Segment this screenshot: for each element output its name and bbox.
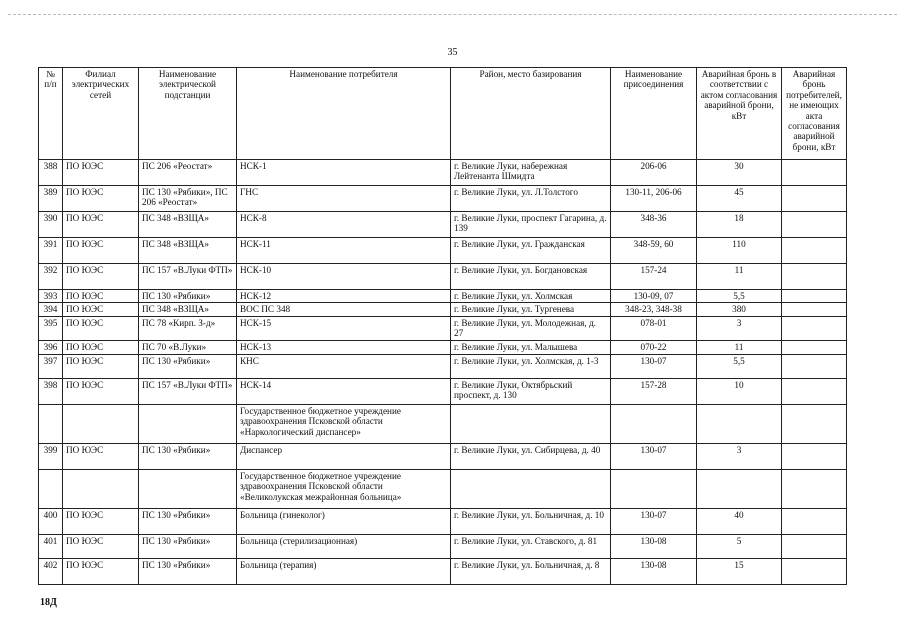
cell-reserve: 3: [697, 443, 782, 469]
cell-branch: ПО ЮЭС: [63, 443, 139, 469]
cell-consumer: НСК-1: [237, 160, 451, 186]
cell-reserve: 10: [697, 378, 782, 404]
cell-connection: 348-36: [611, 212, 697, 238]
table-row: [39, 558, 847, 584]
cell-reserve: 3: [697, 316, 782, 340]
cell-number: 397: [39, 354, 63, 378]
cell-consumer: Больница (стерилизационная): [237, 534, 451, 558]
cell-connection: 130-11, 206-06: [611, 186, 697, 212]
cell-substation: ПС 348 «ВЗЩА»: [139, 212, 237, 238]
cell-connection: 157-28: [611, 378, 697, 404]
cell-consumer: НСК-14: [237, 378, 451, 404]
cell-number: 398: [39, 378, 63, 404]
page-top-rule: [8, 14, 897, 15]
header-number: № п/п: [39, 68, 63, 160]
cell-reserve-no-act: [782, 534, 847, 558]
cell-branch: ПО ЮЭС: [63, 212, 139, 238]
cell-connection: 157-24: [611, 264, 697, 290]
cell-connection: 206-06: [611, 160, 697, 186]
cell-number: 391: [39, 238, 63, 264]
cell-reserve: 11: [697, 264, 782, 290]
cell-substation: ПС 348 «ВЗЩА»: [139, 303, 237, 316]
cell-location: [451, 469, 611, 508]
cell-branch: [63, 469, 139, 508]
table-row: [39, 378, 847, 404]
table-row: [39, 404, 847, 443]
cell-location: г. Великие Луки, ул. Тургенева: [451, 303, 611, 316]
cell-consumer: НСК-15: [237, 316, 451, 340]
cell-branch: ПО ЮЭС: [63, 238, 139, 264]
cell-branch: ПО ЮЭС: [63, 186, 139, 212]
cell-number: 402: [39, 558, 63, 584]
cell-consumer: ГНС: [237, 186, 451, 212]
cell-branch: ПО ЮЭС: [63, 558, 139, 584]
header-location: Район, место базирования: [451, 68, 611, 160]
cell-consumer: КНС: [237, 354, 451, 378]
table-row: [39, 303, 847, 316]
cell-location: г. Великие Луки, ул. Молодежная, д. 27: [451, 316, 611, 340]
cell-consumer: Государственное бюджетное учреждение здравоохранения Псковской области «Великолукская межрайонная больница»: [237, 469, 451, 508]
cell-location: г. Великие Луки, ул. Гражданская: [451, 238, 611, 264]
cell-reserve: 11: [697, 340, 782, 354]
cell-number: 395: [39, 316, 63, 340]
header-reserve-no-act: Аварийная бронь потребителей, не имеющих акта согласования аварийной брони, кВт: [782, 68, 847, 160]
cell-number: 394: [39, 303, 63, 316]
cell-reserve: 30: [697, 160, 782, 186]
cell-location: г. Великие Луки, ул. Больничная, д. 8: [451, 558, 611, 584]
cell-consumer: НСК-8: [237, 212, 451, 238]
cell-number: 390: [39, 212, 63, 238]
cell-reserve-no-act: [782, 354, 847, 378]
cell-consumer: Диспансер: [237, 443, 451, 469]
cell-location: г. Великие Луки, Октябрьский проспект, д. 130: [451, 378, 611, 404]
cell-reserve-no-act: [782, 316, 847, 340]
cell-branch: ПО ЮЭС: [63, 340, 139, 354]
cell-location: г. Великие Луки, ул. Л.Толстого: [451, 186, 611, 212]
cell-location: [451, 404, 611, 443]
cell-connection: [611, 469, 697, 508]
cell-reserve-no-act: [782, 443, 847, 469]
cell-reserve-no-act: [782, 340, 847, 354]
cell-reserve-no-act: [782, 469, 847, 508]
cell-substation: ПС 130 «Рябики»: [139, 534, 237, 558]
header-branch: Филиал электрических сетей: [63, 68, 139, 160]
table-row: [39, 508, 847, 534]
cell-location: г. Великие Луки, ул. Малышева: [451, 340, 611, 354]
emergency-reserve-table: [38, 67, 847, 585]
cell-branch: ПО ЮЭС: [63, 316, 139, 340]
table-row: [39, 290, 847, 303]
cell-substation: [139, 404, 237, 443]
cell-reserve-no-act: [782, 212, 847, 238]
header-reserve: Аварийная бронь в соответствии с актом согласования аварийной брони, кВт: [697, 68, 782, 160]
cell-reserve: 45: [697, 186, 782, 212]
cell-reserve: 5: [697, 534, 782, 558]
cell-branch: ПО ЮЭС: [63, 290, 139, 303]
cell-branch: ПО ЮЭС: [63, 303, 139, 316]
cell-location: г. Великие Луки, набережная Лейтенанта Шмидта: [451, 160, 611, 186]
cell-reserve-no-act: [782, 508, 847, 534]
cell-branch: ПО ЮЭС: [63, 378, 139, 404]
cell-reserve: 15: [697, 558, 782, 584]
cell-number: 388: [39, 160, 63, 186]
cell-substation: ПС 206 «Реостат»: [139, 160, 237, 186]
cell-number: [39, 404, 63, 443]
cell-branch: ПО ЮЭС: [63, 508, 139, 534]
header-connection: Наименование присоединения: [611, 68, 697, 160]
cell-substation: [139, 469, 237, 508]
cell-location: г. Великие Луки, ул. Холмская, д. 1-3: [451, 354, 611, 378]
cell-substation: ПС 157 «В.Луки ФТП»: [139, 264, 237, 290]
cell-consumer: НСК-13: [237, 340, 451, 354]
page-number: 35: [447, 47, 458, 58]
cell-reserve-no-act: [782, 264, 847, 290]
cell-substation: ПС 70 «В.Луки»: [139, 340, 237, 354]
cell-location: г. Великие Луки, проспект Гагарина, д. 139: [451, 212, 611, 238]
cell-connection: 078-01: [611, 316, 697, 340]
cell-substation: ПС 130 «Рябики»: [139, 558, 237, 584]
cell-branch: ПО ЮЭС: [63, 354, 139, 378]
cell-reserve-no-act: [782, 186, 847, 212]
cell-reserve: 380: [697, 303, 782, 316]
table-row: [39, 212, 847, 238]
cell-branch: ПО ЮЭС: [63, 160, 139, 186]
table-row: [39, 264, 847, 290]
cell-consumer: ВОС ПС 348: [237, 303, 451, 316]
cell-number: 392: [39, 264, 63, 290]
cell-number: 396: [39, 340, 63, 354]
cell-location: г. Великие Луки, ул. Богдановская: [451, 264, 611, 290]
cell-substation: ПС 130 «Рябики», ПС 206 «Реостат»: [139, 186, 237, 212]
header-consumer: Наименование потребителя: [237, 68, 451, 160]
cell-reserve: 5,5: [697, 290, 782, 303]
cell-substation: ПС 130 «Рябики»: [139, 508, 237, 534]
cell-reserve: 18: [697, 212, 782, 238]
cell-connection: 348-59, 60: [611, 238, 697, 264]
cell-substation: ПС 78 «Кирп. З-д»: [139, 316, 237, 340]
cell-substation: ПС 130 «Рябики»: [139, 443, 237, 469]
cell-location: г. Великие Луки, ул. Больничная, д. 10: [451, 508, 611, 534]
cell-connection: 348-23, 348-38: [611, 303, 697, 316]
cell-reserve-no-act: [782, 238, 847, 264]
cell-reserve-no-act: [782, 378, 847, 404]
table-row: [39, 469, 847, 508]
cell-connection: 130-07: [611, 508, 697, 534]
table-row: [39, 354, 847, 378]
cell-connection: 130-08: [611, 558, 697, 584]
table-row: [39, 534, 847, 558]
cell-location: г. Великие Луки, ул. Сибирцева, д. 40: [451, 443, 611, 469]
cell-reserve-no-act: [782, 303, 847, 316]
cell-connection: 130-09, 07: [611, 290, 697, 303]
cell-branch: ПО ЮЭС: [63, 264, 139, 290]
cell-connection: 070-22: [611, 340, 697, 354]
footer-code: 18Д: [40, 597, 57, 608]
table-row: [39, 160, 847, 186]
table-row: [39, 443, 847, 469]
table-row: [39, 238, 847, 264]
cell-consumer: Больница (терапия): [237, 558, 451, 584]
cell-number: 389: [39, 186, 63, 212]
cell-consumer: НСК-11: [237, 238, 451, 264]
cell-connection: [611, 404, 697, 443]
table-header-row: [39, 68, 847, 160]
cell-consumer: Государственное бюджетное учреждение здравоохранения Псковской области «Наркологический диспансер»: [237, 404, 451, 443]
cell-number: 400: [39, 508, 63, 534]
cell-number: 399: [39, 443, 63, 469]
table-row: [39, 186, 847, 212]
cell-reserve-no-act: [782, 160, 847, 186]
cell-connection: 130-08: [611, 534, 697, 558]
cell-location: г. Великие Луки, ул. Ставского, д. 81: [451, 534, 611, 558]
cell-reserve-no-act: [782, 558, 847, 584]
table-row: [39, 316, 847, 340]
cell-number: [39, 469, 63, 508]
cell-reserve-no-act: [782, 404, 847, 443]
header-substation: Наименование электрической подстанции: [139, 68, 237, 160]
cell-reserve-no-act: [782, 290, 847, 303]
cell-reserve: [697, 404, 782, 443]
table-row: [39, 340, 847, 354]
cell-location: г. Великие Луки, ул. Холмская: [451, 290, 611, 303]
cell-consumer: Больница (гинеколог): [237, 508, 451, 534]
cell-number: 393: [39, 290, 63, 303]
table-body: [39, 160, 847, 585]
cell-branch: ПО ЮЭС: [63, 534, 139, 558]
cell-substation: ПС 130 «Рябики»: [139, 290, 237, 303]
cell-substation: ПС 157 «В.Луки ФТП»: [139, 378, 237, 404]
cell-reserve: 110: [697, 238, 782, 264]
cell-number: 401: [39, 534, 63, 558]
cell-reserve: 40: [697, 508, 782, 534]
cell-branch: [63, 404, 139, 443]
cell-consumer: НСК-10: [237, 264, 451, 290]
cell-substation: ПС 130 «Рябики»: [139, 354, 237, 378]
cell-reserve: [697, 469, 782, 508]
cell-connection: 130-07: [611, 443, 697, 469]
cell-reserve: 5,5: [697, 354, 782, 378]
cell-consumer: НСК-12: [237, 290, 451, 303]
cell-substation: ПС 348 «ВЗЩА»: [139, 238, 237, 264]
cell-connection: 130-07: [611, 354, 697, 378]
